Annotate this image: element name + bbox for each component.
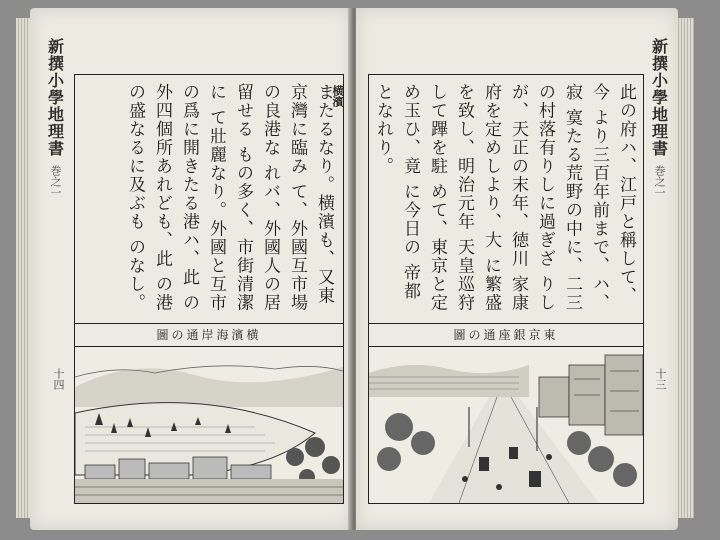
right-page: [356, 8, 678, 530]
right-illustration-caption: 圖の通座銀京東: [369, 323, 643, 347]
volume-label-right: 巻之一: [653, 165, 666, 198]
right-page-text: 此の府ハ、江戸と稱して、今 より三百年前まで、ハ、寂 寞たる荒野の中に、二三 の村落有りしに過ぎざ りしが、天正の末年、徳川 家康府を定めしより、大 に繁盛を致し、明治元年 天皇巡狩して蹕を駐 めて、東京と定め玉ひ、竟 に今日の 帝都となれり。: [373, 83, 636, 312]
right-page-number: 十三: [654, 368, 667, 390]
left-page-margin-title: [42, 38, 68, 508]
left-page-frame: [74, 74, 344, 504]
book-title-right: 新撰小學地理書: [649, 38, 669, 157]
left-illustration-caption: 圖の通岸海濱横: [75, 323, 343, 347]
left-page-text: またるなり。横濱も、又東京灣に臨み て、外國互市場の良港な れバ、外國人の居留せる もの多く、市街清潔に て壯麗なり。外國と互市 の爲に開きたる港ハ、此 の外四個所あれども、此 の港の盛なるに及ぶも のなし。: [125, 83, 334, 312]
left-page: [30, 8, 352, 530]
tokyo-ginza-illustration: [369, 347, 643, 503]
open-book: [30, 8, 678, 530]
right-page-frame: [368, 74, 644, 504]
volume-label: 巻之一: [49, 165, 62, 198]
page-edges-right: [676, 18, 694, 518]
book-title: 新撰小學地理書: [45, 38, 65, 157]
yokohama-harbor-illustration: [75, 347, 343, 503]
section-label-yokohama: 横濱: [331, 85, 344, 107]
right-page-margin-title: [646, 38, 672, 508]
left-page-number: 十四: [52, 368, 65, 390]
